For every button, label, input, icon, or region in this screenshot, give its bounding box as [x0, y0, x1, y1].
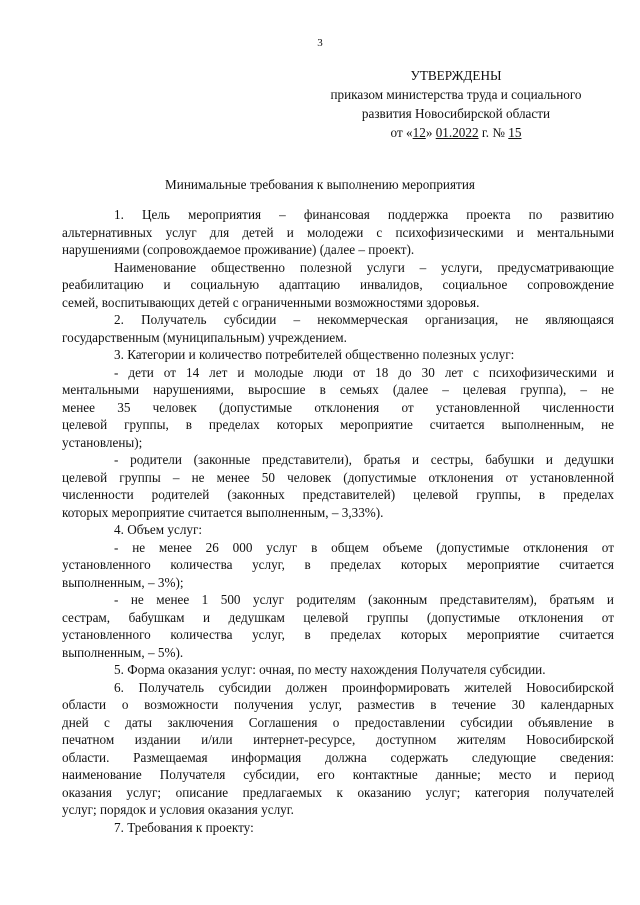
document-title: Минимальные требования к выполнению мероприятия	[165, 177, 475, 192]
text-line: 7. Требования к проекту:	[114, 819, 254, 835]
text-line: 4. Объем услуг:	[114, 522, 203, 537]
text-line: - дети от 14 лет и молодые люди от 18 до 30 лет с психофизическими и	[114, 364, 614, 380]
text-line: установленного количества услуг, в пределах которых мероприятие считается	[62, 557, 614, 572]
date-mid: »	[425, 125, 436, 140]
text-line: которых мероприятие считается выполненным, – 3,33%).	[62, 504, 384, 520]
text-line: численности родителей (законных представителей) целевой группы, в пределах	[62, 487, 614, 502]
text-line: 6. Получатель субсидии должен проинформировать жителей Новосибирской	[114, 679, 614, 695]
text-line: печатном издании и/или интернет-ресурсе, доступном жителям Новосибирской	[62, 732, 614, 747]
approval-date-line	[300, 123, 612, 142]
text-line: выполненным, – 3%);	[62, 574, 184, 590]
date-suffix: г. №	[478, 125, 509, 140]
page-number: 3	[317, 37, 323, 49]
date-day: 12	[412, 125, 426, 140]
text-line: области о возможности получения услуг, разместив в течение 30 календарных	[62, 697, 614, 712]
text-line: Наименование общественно полезной услуги – услуги, предусматривающие	[114, 259, 614, 275]
text-line: 2. Получатель субсидии – некоммерческая организация, не являющаяся	[114, 312, 614, 327]
text-line: наименование Получателя субсидии, его контактные данные; место и период	[62, 767, 614, 782]
text-line: целевой группы – не менее 50 человек (допустимые отклонения от установленной	[62, 469, 614, 485]
text-line: установленного количества услуг, в пределах которых мероприятие считается	[62, 627, 614, 642]
text-line: 3. Категории и количество потребителей общественно полезных услуг:	[114, 347, 515, 362]
date-month-year: 01.2022	[435, 125, 479, 140]
text-line: - не менее 26 000 услуг в общем объеме (допустимые отклонения от	[114, 539, 614, 555]
text-line: менее 35 человек (допустимые отклонения от установленной численности	[62, 399, 614, 415]
text-line: альтернативных услуг для детей и молодежи с психофизическими и ментальными	[62, 224, 614, 240]
text-line: оказания услуг; описание предлагаемых к оказанию услуг; категория получателей	[62, 784, 614, 800]
approval-block	[300, 66, 612, 142]
approval-line-2: развития Новосибирской области	[361, 106, 551, 121]
text-line: ментальными нарушениями, выросшие в семьях (далее – целевая группа), – не	[62, 382, 614, 397]
date-prefix: от «	[390, 125, 413, 140]
text-line: государственным (муниципальным) учреждением.	[62, 329, 347, 345]
text-line: семей, воспитывающих детей с ограниченными возможностями здоровья.	[62, 294, 480, 310]
text-line: установлены);	[62, 434, 143, 450]
text-line: 1. Цель мероприятия – финансовая поддержка проекта по развитию	[114, 207, 614, 222]
text-line: сестрам, бабушкам и дедушкам целевой группы (допустимые отклонения от	[62, 609, 614, 625]
document-body	[62, 206, 614, 836]
text-line: области. Размещаемая информация должна содержать следующие сведения:	[62, 749, 614, 765]
text-line: - не менее 1 500 услуг родителям (законным представителям), братьям и	[114, 592, 614, 607]
text-line: - родители (законные представители), братья и сестры, бабушки и дедушки	[114, 452, 614, 467]
order-number: 15	[508, 125, 522, 140]
text-line: выполненным, – 5%).	[62, 644, 184, 660]
text-line: реабилитацию и социальную адаптацию инвалидов, социальное сопровождение	[62, 277, 614, 292]
text-line: целевой группы, в пределах которых мероприятие считается выполненным, не	[62, 417, 614, 432]
text-line: дней с даты заключения Соглашения о предоставлении субсидии объявление в	[62, 714, 614, 730]
text-line: услуг; порядок и условия оказания услуг.	[62, 802, 294, 817]
text-line: 5. Форма оказания услуг: очная, по месту нахождения Получателя субсидии.	[114, 662, 546, 677]
approval-line-1: приказом министерства труда и социального	[330, 87, 582, 102]
text-line: нарушениями (сопровождаемое проживание) (далее – проект).	[62, 242, 415, 257]
approval-heading: УТВЕРЖДЕНЫ	[410, 68, 502, 83]
